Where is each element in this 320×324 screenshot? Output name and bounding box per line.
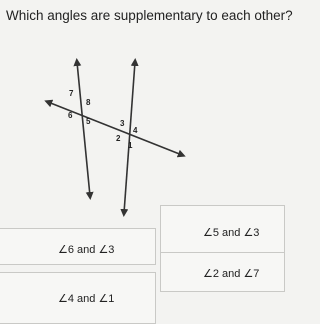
angle-5-label: 5 xyxy=(86,117,91,126)
answer-option-2-and-7[interactable] xyxy=(160,252,285,292)
angle-4-label: 4 xyxy=(133,126,138,135)
angle-6-label: 6 xyxy=(68,111,73,120)
answer-option-label: ∠4 and ∠1 xyxy=(58,293,115,305)
answer-option-4-and-1[interactable] xyxy=(0,272,156,324)
answer-option-label: ∠2 and ∠7 xyxy=(203,268,260,280)
question-text: Which angles are supplementary to each other? xyxy=(6,8,293,23)
angle-2-label: 2 xyxy=(116,134,121,143)
left-parallel-line xyxy=(77,62,90,196)
angle-3-label: 3 xyxy=(120,119,125,128)
answer-option-6-and-3[interactable] xyxy=(0,228,156,265)
transversal-line xyxy=(48,102,182,155)
angle-1-label: 1 xyxy=(128,141,133,150)
angle-8-label: 8 xyxy=(86,98,91,107)
answer-option-label: ∠5 and ∠3 xyxy=(203,227,260,239)
answer-option-label: ∠6 and ∠3 xyxy=(58,244,115,256)
right-parallel-line xyxy=(124,62,135,213)
answer-option-5-and-3[interactable] xyxy=(160,205,285,253)
angle-7-label: 7 xyxy=(69,89,74,98)
